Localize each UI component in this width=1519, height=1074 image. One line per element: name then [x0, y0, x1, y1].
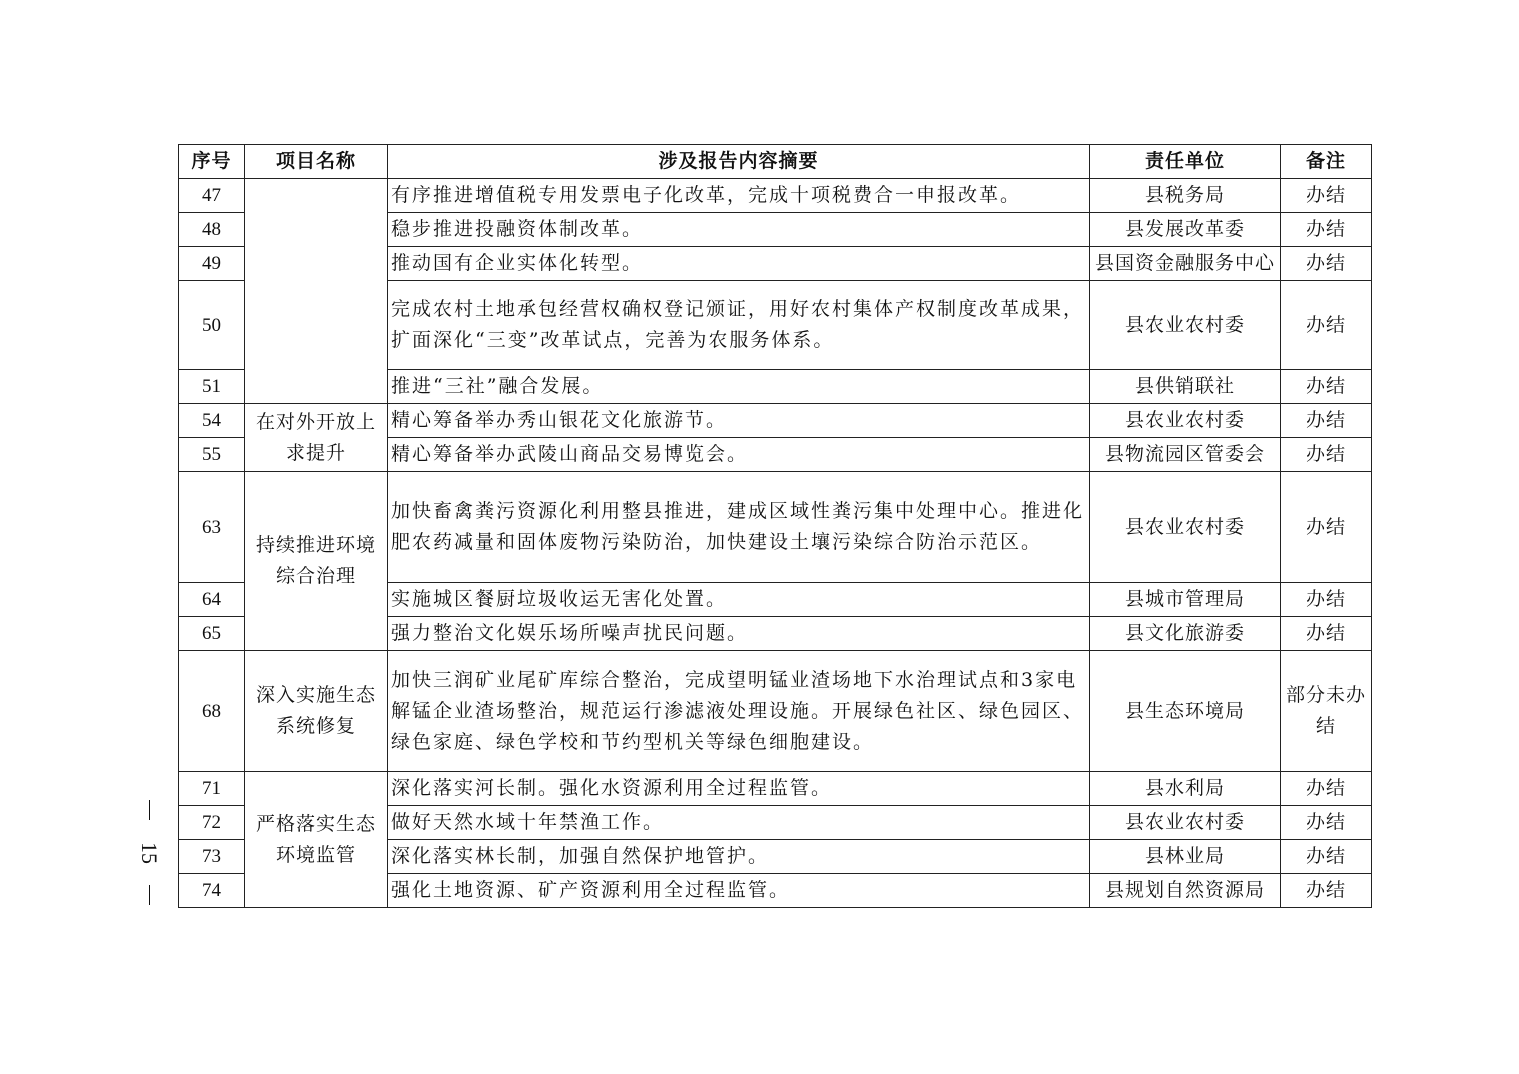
row-unit: 县农业农村委 — [1090, 806, 1281, 840]
row-summary: 有序推进增值税专用发票电子化改革，完成十项税费合一申报改革。 — [388, 179, 1090, 213]
row-note: 办结 — [1281, 806, 1372, 840]
row-unit: 县物流园区管委会 — [1090, 438, 1281, 472]
project-name: 严格落实生态环境监管 — [245, 772, 388, 908]
row-index: 63 — [179, 472, 245, 583]
project-name: 深入实施生态系统修复 — [245, 651, 388, 772]
row-summary: 深化落实河长制。强化水资源利用全过程监管。 — [388, 772, 1090, 806]
table-row — [179, 404, 1372, 438]
row-note: 办结 — [1281, 438, 1372, 472]
row-note: 办结 — [1281, 772, 1372, 806]
row-summary: 推动国有企业实体化转型。 — [388, 247, 1090, 281]
page-number — [133, 800, 165, 905]
row-unit: 县水利局 — [1090, 772, 1281, 806]
row-unit: 县城市管理局 — [1090, 583, 1281, 617]
row-index: 68 — [179, 651, 245, 772]
row-index: 71 — [179, 772, 245, 806]
row-index: 72 — [179, 806, 245, 840]
row-unit: 县国资金融服务中心 — [1090, 247, 1281, 281]
row-note: 办结 — [1281, 472, 1372, 583]
row-index: 51 — [179, 370, 245, 404]
row-summary: 加快三润矿业尾矿库综合整治，完成望明锰业渣场地下水治理试点和3家电解锰企业渣场整治，规范运行渗滤液处理设施。开展绿色社区、绿色园区、绿色家庭、绿色学校和节约型机关等绿色细胞建设。 — [388, 651, 1090, 772]
row-index: 73 — [179, 840, 245, 874]
report-table — [178, 144, 1372, 908]
row-index: 49 — [179, 247, 245, 281]
row-summary: 推进“三社”融合发展。 — [388, 370, 1090, 404]
row-note: 办结 — [1281, 281, 1372, 370]
row-note: 办结 — [1281, 247, 1372, 281]
row-index: 47 — [179, 179, 245, 213]
table-row — [179, 772, 1372, 806]
row-unit: 县发展改革委 — [1090, 213, 1281, 247]
header-index: 序号 — [179, 145, 245, 179]
project-name: 在对外开放上求提升 — [245, 404, 388, 472]
row-summary: 完成农村土地承包经营权确权登记颁证，用好农村集体产权制度改革成果，扩面深化“三变”改革试点，完善为农服务体系。 — [388, 281, 1090, 370]
row-note: 部分未办结 — [1281, 651, 1372, 772]
table-header-row — [179, 145, 1372, 179]
project-name — [245, 179, 388, 404]
row-unit: 县农业农村委 — [1090, 472, 1281, 583]
row-note: 办结 — [1281, 583, 1372, 617]
row-summary: 精心筹备举办秀山银花文化旅游节。 — [388, 404, 1090, 438]
row-unit: 县林业局 — [1090, 840, 1281, 874]
row-summary: 加快畜禽粪污资源化利用整县推进，建成区域性粪污集中处理中心。推进化肥农药减量和固体废物污染防治，加快建设土壤污染综合防治示范区。 — [388, 472, 1090, 583]
row-note: 办结 — [1281, 370, 1372, 404]
row-index: 55 — [179, 438, 245, 472]
table-row — [179, 179, 1372, 213]
row-note: 办结 — [1281, 404, 1372, 438]
row-unit: 县农业农村委 — [1090, 404, 1281, 438]
header-note: 备注 — [1281, 145, 1372, 179]
row-note: 办结 — [1281, 213, 1372, 247]
row-index: 54 — [179, 404, 245, 438]
header-unit: 责任单位 — [1090, 145, 1281, 179]
row-unit: 县生态环境局 — [1090, 651, 1281, 772]
row-unit: 县税务局 — [1090, 179, 1281, 213]
header-summary: 涉及报告内容摘要 — [388, 145, 1090, 179]
project-name: 持续推进环境综合治理 — [245, 472, 388, 651]
row-unit: 县文化旅游委 — [1090, 617, 1281, 651]
row-summary: 深化落实林长制，加强自然保护地管护。 — [388, 840, 1090, 874]
row-note: 办结 — [1281, 179, 1372, 213]
row-index: 50 — [179, 281, 245, 370]
table-row — [179, 472, 1372, 583]
row-summary: 做好天然水域十年禁渔工作。 — [388, 806, 1090, 840]
row-unit: 县农业农村委 — [1090, 281, 1281, 370]
row-note: 办结 — [1281, 840, 1372, 874]
row-summary: 强力整治文化娱乐场所噪声扰民问题。 — [388, 617, 1090, 651]
page-number-dash-bottom — [149, 885, 150, 905]
row-index: 74 — [179, 874, 245, 908]
row-summary: 实施城区餐厨垃圾收运无害化处置。 — [388, 583, 1090, 617]
page-number-text: 15 — [137, 841, 162, 864]
row-note: 办结 — [1281, 617, 1372, 651]
header-project: 项目名称 — [245, 145, 388, 179]
row-index: 48 — [179, 213, 245, 247]
row-summary: 精心筹备举办武陵山商品交易博览会。 — [388, 438, 1090, 472]
row-unit: 县规划自然资源局 — [1090, 874, 1281, 908]
row-note: 办结 — [1281, 874, 1372, 908]
row-summary: 强化土地资源、矿产资源利用全过程监管。 — [388, 874, 1090, 908]
row-index: 64 — [179, 583, 245, 617]
row-unit: 县供销联社 — [1090, 370, 1281, 404]
row-index: 65 — [179, 617, 245, 651]
row-summary: 稳步推进投融资体制改革。 — [388, 213, 1090, 247]
page-number-dash-top — [149, 800, 150, 820]
table-row — [179, 651, 1372, 772]
